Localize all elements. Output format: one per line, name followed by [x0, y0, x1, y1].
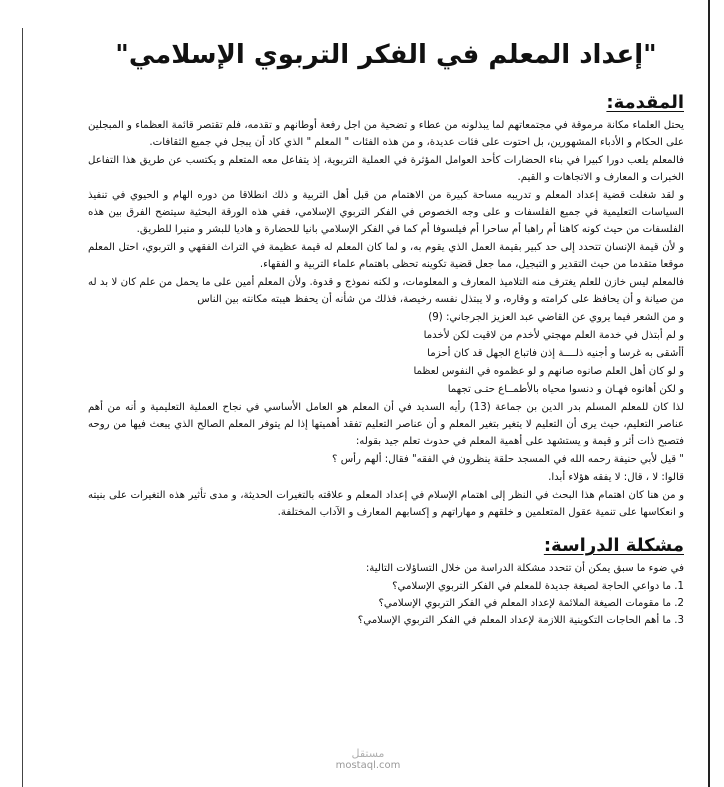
- document-title: "إعداد المعلم في الفكر التربوي الإسلامي": [115, 40, 657, 70]
- body-paragraph: و من هنا كان اهتمام هذا البحث في النظر إلى اهتمام الإسلام في إعداد المعلم و علاقته بالتغيرات الحديثة، و مدى تأثير هذه التغيرات على بنيته و انعكاسها على تنمية عقول المتعلمين و خلقهم و مهاراتهم و إكسابهم المعارف و الآداب المختلفة.: [88, 490, 684, 518]
- question-item: 3. ما أهم الحاجات التكوينية اللازمة لإعداد المعلم في الفكر التربوي الإسلامي؟: [357, 615, 684, 626]
- watermark-arabic: مستقل: [351, 747, 385, 760]
- poem-verse: و لو كان أهل العلم صانوه صانهم و لو عظموه في النفوس لعظما: [413, 366, 684, 377]
- poem-verse: و لكن أهانوه فهـان و دنسوا محياه بالأطمــاع حتـى تجهما: [447, 384, 684, 395]
- intro-paragraph: و لأن قيمة الإنسان تتحدد إلى حد كبير بقيمة العمل الذي يقوم به، و لما كان المعلم له قيمة عظيمة في التراث الفقهي و التربوي، احتل المعلم موقعا متقدما من حيث التقدير و التبجيل، مما جعل قضية تكوينه تحظى باهتمام علماء التربية و الفقهاء.: [88, 242, 684, 270]
- watermark-latin: mostaql.com: [335, 760, 401, 771]
- question-item: 2. ما مقومات الصيغة الملائمة لإعداد المعلم في الفكر التربوي الإسلامي؟: [378, 598, 684, 609]
- problem-heading: مشكلة الدراسة:: [543, 535, 684, 556]
- body-paragraph: لذا كان للمعلم المسلم بدر الدين بن جماعة (13) رأيه السديد في أن المعلم هو العامل الأساسي في نجاح العملية التعليمية و أنه من أهم عناصر التعليم، حيث يرى أن التعليم لا يتغير بتغير المعلم و أن عناصر التعليم تفقد أهميتها إذا لم يتوفر المعلم الصالح الذي يبعث فيها من روحه فتصبح ذات أثر و قيمة و يستشهد على أهمية المعلم في حدوث تعلم جيد بقوله:: [88, 402, 684, 447]
- poem-intro: و من الشعر فيما يروي عن القاضي عبد العزيز الجرجاني: (9): [428, 312, 684, 323]
- intro-paragraph: و لقد شغلت قضية إعداد المعلم و تدريبه مساحة كبيرة من الاهتمام من قبل أهل التربية و ذلك انطلاقا من دوره الهام و الحيوي في تنفيذ السياسات التعليمية في جميع الفلسفات و على وجه الخصوص في الفكر التربوي الإسلامي، ففي هذه الورقة البحثية سيتضح الفرق بين هذه الفلسفات من حيث كونه كاهنا أم راهبا أم ساحرا أم فيلسوفا أم كما في الفكر الإسلامي بانيا للحضارة و هاديا للبشر و منيرا للطريق.: [88, 190, 684, 235]
- poem-verse: و لم أبتذل في خدمة العلم مهجتي لأخدم من لاقيت لكن لأخدما: [423, 330, 684, 341]
- quote-line: " قيل لأبي حنيفة رحمه الله في المسجد حلقة ينظرون في الفقه" فقال: ألهم رأس ؟: [332, 454, 684, 465]
- document-body: [88, 30, 684, 629]
- poem-verse: أأشقى به غرسا و أجنيه ذلــــة إذن فاتباع الجهل قد كان أحزما: [427, 348, 684, 359]
- poem-block: [88, 309, 684, 398]
- quote-line: قالوا: لا ، قال: لا يفقه هؤلاء أبدا.: [548, 472, 684, 483]
- intro-paragraph: يحتل العلماء مكانة مرموقة في مجتمعاتهم لما يبذلونه من عطاء و تضحية من اجل رفعة أوطانهم و تقدمه، فلم تقتصر قائمة العظماء و المبجلين على الحكام و الأدباء المشهورين، بل احتوت على فئات عديدة، و من هذه الفئات " المعلم " الذي كاد أن يبجل في جميع الثقافات.: [88, 120, 684, 148]
- intro-paragraph: فالمعلم يلعب دورا كبيرا في بناء الحضارات كأحد العوامل المؤثرة في العملية التربوية، إذ يتفاعل معه المتعلم و يكتسب عن طريق هذا التفاعل الخبرات و المعارف و الاتجاهات و القيم.: [88, 155, 684, 183]
- margin-rule: [22, 28, 23, 787]
- watermark: [318, 748, 418, 772]
- problem-lead: في ضوء ما سبق يمكن أن تتحدد مشكلة الدراسة من خلال التساؤلات التالية:: [365, 563, 684, 574]
- question-item: 1. ما دواعي الحاجة لصيغة جديدة للمعلم في الفكر التربوي الإسلامي؟: [392, 581, 684, 592]
- intro-paragraph: فالمعلم ليس خازن للعلم يغترف منه التلاميذ المعارف و المعلومات، و لكنه نموذج و قدوة. ولأن المعلم أمين على ما يحمل من علم كان لا بد له من صيانة و أن يحافظ على كرامته و وقاره، و لا يبتذل نفسه رخيصة، فذلك من شأنه أن يحفظ هيبته مكانته بين الناس: [88, 277, 684, 305]
- intro-heading: المقدمة:: [606, 92, 684, 113]
- question-list: [88, 578, 684, 629]
